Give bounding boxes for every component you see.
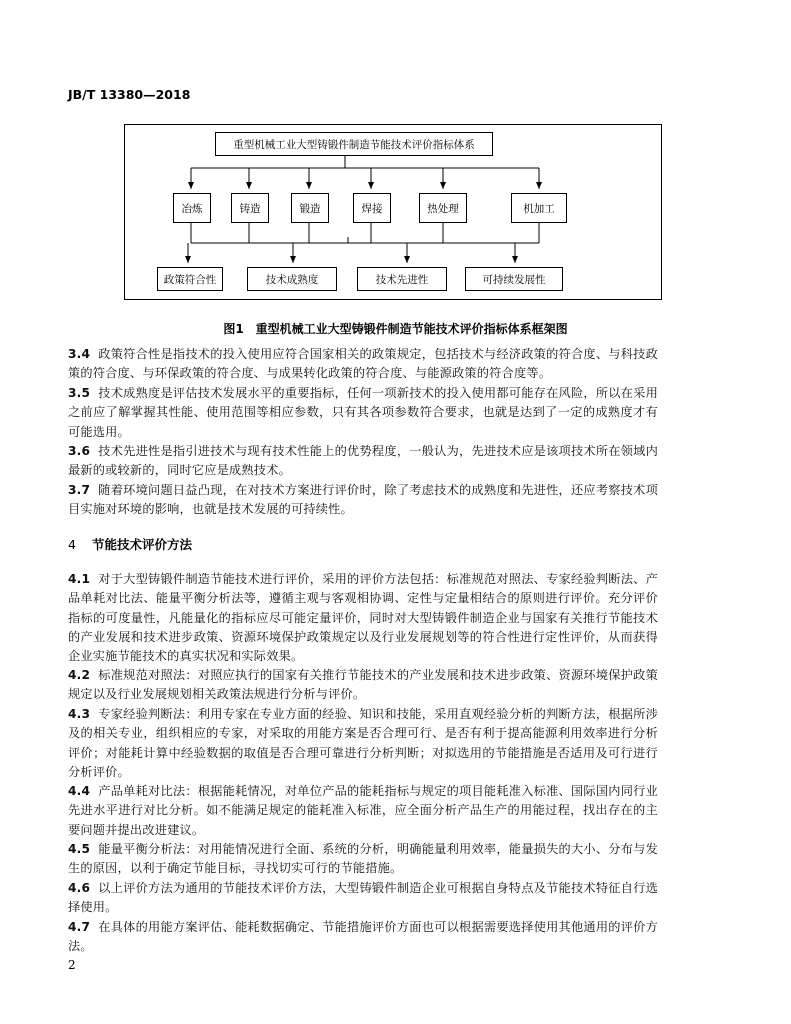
clause-text: 标准规范对照法：对照应执行的国家有关推行节能技术的产业发展和技术进步政策、资源环境保护政策规定以及行业发展规划相关政策法规进行分析与评价。 <box>68 668 658 702</box>
clause-text: 能量平衡分析法：对用能情况进行全面、系统的分析，明确能量利用效率，能量损失的大小、分布与发生的原因，以利于确定节能目标，寻找切实可行的节能措施。 <box>68 842 658 876</box>
clause-number: 4.4 <box>68 784 91 798</box>
clause-text: 产品单耗对比法：根据能耗情况，对单位产品的能耗指标与规定的项目能耗准入标准、国际国内同行业先进水平进行对比分析。如不能满足规定的能耗准入标准，应全面分析产品生产的用能过程，找出存在的主要问题并提出改进建议。 <box>68 784 658 837</box>
clause-number: 4.7 <box>68 920 91 934</box>
figure-caption: 图1 重型机械工业大型铸锻件制造节能技术评价指标体系框架图 <box>223 322 568 336</box>
clause-text: 专家经验判断法：利用专家在专业方面的经验、知识和技能，采用直观经验分析的判断方法，根据所涉及的相关专业，组织相应的专家，对采取的用能方案是否合理可行、是否有利于提高能源利用效率进行分析评价；对能耗计算中经验数据的取值是否合理可靠进行分析判断；对拟选用的节能措施是否适用及可行进行分析评价。 <box>68 707 658 779</box>
clause-number: 4.2 <box>68 668 91 682</box>
index-system-box: 重型机械工业大型铸锻件制造节能技术评价指标体系 <box>215 132 493 156</box>
section-number: 4 <box>68 537 76 552</box>
clause-4-7 <box>68 918 658 957</box>
clause-number: 3.4 <box>68 347 91 361</box>
clause-4-4 <box>68 782 658 840</box>
clause-number: 4.6 <box>68 881 91 895</box>
clause-text: 以上评价方法为通用的节能技术评价方法，大型铸锻件制造企业可根据自身特点及节能技术特征自行选择使用。 <box>68 881 658 915</box>
clause-4-5 <box>68 840 658 879</box>
clause-number: 3.5 <box>68 386 91 400</box>
page-number: 2 <box>68 958 76 972</box>
clause-3-6 <box>68 442 658 481</box>
clause-text: 随着环境问题日益凸现，在对技术方案进行评价时，除了考虑技术的成熟度和先进性，还应考察技术项目实施对环境的影响，也就是技术发展的可持续性。 <box>68 483 658 517</box>
clause-4-1 <box>68 570 658 666</box>
clause-3-4 <box>68 345 658 384</box>
process-forging-box: 锻造 <box>291 193 329 223</box>
clause-number: 4.5 <box>68 842 91 856</box>
clause-number: 4.1 <box>68 572 91 586</box>
clause-text: 技术先进性是指引进技术与现有技术性能上的优势程度，一般认为，先进技术应是该项技术所在领域内最新的或较新的，同时它应是成熟技术。 <box>68 444 658 478</box>
clause-4-2 <box>68 666 658 705</box>
clause-3-7 <box>68 481 658 520</box>
clause-4-6 <box>68 879 658 918</box>
criterion-maturity-box: 技术成熟度 <box>247 267 337 291</box>
clause-3-5 <box>68 384 658 442</box>
process-heat-treatment-box: 热处理 <box>419 193 467 223</box>
criterion-advancement-box: 技术先进性 <box>357 267 447 291</box>
clause-number: 3.7 <box>68 483 91 497</box>
clause-number: 3.6 <box>68 444 91 458</box>
clause-text: 在具体的用能方案评估、能耗数据确定、节能措施评价方面也可以根据需要选择使用其他通用的评价方法。 <box>68 920 658 954</box>
criterion-sustainability-box: 可持续发展性 <box>465 267 563 291</box>
clause-4-3 <box>68 705 658 782</box>
clause-number: 4.3 <box>68 707 91 721</box>
process-casting-box: 铸造 <box>231 193 269 223</box>
clause-text: 技术成熟度是评估技术发展水平的重要指标，任何一项新技术的投入使用都可能存在风险，所以在采用之前应了解掌握其性能、使用范围等相应参数，只有其各项参数符合要求，也就是达到了一定的成熟度才有可能选用。 <box>68 386 658 439</box>
process-machining-box: 机加工 <box>511 193 567 223</box>
standard-code: JB/T 13380—2018 <box>68 87 191 102</box>
section-heading <box>68 535 192 553</box>
criterion-policy-box: 政策符合性 <box>157 267 223 291</box>
clause-text: 对于大型铸锻件制造节能技术进行评价，采用的评价方法包括：标准规范对照法、专家经验判断法、产品单耗对比法、能量平衡分析法等，遵循主观与客观相协调、定性与定量相结合的原则进行评价。充分评价指标的可度量性，凡能量化的指标应尽可能定量评价，同时对大型铸锻件制造企业与国家有关推行节能技术的产业发展和技术进步政策、资源环境保护政策规定以及行业发展规划等的符合性进行定性评价，从而获得企业实施节能技术的真实状况和实际效果。 <box>68 572 658 664</box>
framework-diagram <box>124 124 662 300</box>
section-title: 节能技术评价方法 <box>91 537 192 552</box>
process-welding-box: 焊接 <box>353 193 391 223</box>
clause-text: 政策符合性是指技术的投入使用应符合国家相关的政策规定，包括技术与经济政策的符合度、与科技政策的符合度、与环保政策的符合度、与成果转化政策的符合度、与能源政策的符合度等。 <box>68 347 658 381</box>
process-smelting-box: 冶炼 <box>173 193 211 223</box>
